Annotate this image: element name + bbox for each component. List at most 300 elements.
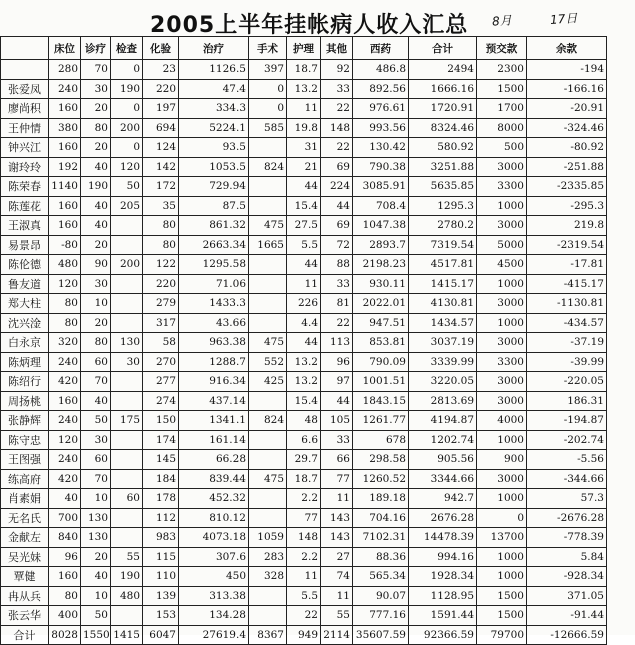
table-cell <box>249 313 287 333</box>
patient-name-cell: 陈莲花 <box>1 196 49 216</box>
col-header-deposit: 预交款 <box>477 37 527 60</box>
table-cell: -80.92 <box>527 138 607 158</box>
table-cell: 189.18 <box>353 489 409 509</box>
table-row <box>1 138 607 158</box>
table-cell <box>111 528 143 548</box>
table-cell: 704.16 <box>353 508 409 528</box>
table-cell: 27619.4 <box>179 625 249 645</box>
table-cell: 371.05 <box>527 586 607 606</box>
table-cell: 2780.2 <box>409 216 477 236</box>
table-cell: 5000 <box>477 235 527 255</box>
table-cell: 13.2 <box>287 372 321 392</box>
table-cell: 72 <box>321 235 353 255</box>
table-cell: -37.19 <box>527 333 607 353</box>
table-cell: 425 <box>249 372 287 392</box>
table-cell: 824 <box>249 157 287 177</box>
table-cell: 40 <box>81 567 111 587</box>
table-cell: 77 <box>321 469 353 489</box>
table-row <box>1 99 607 119</box>
table-cell: 130 <box>81 508 111 528</box>
table-row <box>1 469 607 489</box>
table-cell: 115 <box>143 547 179 567</box>
table-cell: 5.5 <box>287 586 321 606</box>
table-cell: 930.11 <box>353 274 409 294</box>
table-cell: 40 <box>81 157 111 177</box>
table-cell: -20.91 <box>527 99 607 119</box>
table-cell: -166.16 <box>527 79 607 99</box>
table-cell: 1126.5 <box>179 60 249 80</box>
table-cell: 313.38 <box>179 586 249 606</box>
table-cell: -194.87 <box>527 411 607 431</box>
table-cell: 2494 <box>409 60 477 80</box>
table-cell: 6.6 <box>287 430 321 450</box>
page-title: 2005上半年挂帐病人收入汇总 <box>150 13 469 38</box>
table-cell: 1128.95 <box>409 586 477 606</box>
table-cell: -2335.85 <box>527 177 607 197</box>
table-cell: 105 <box>321 411 353 431</box>
table-cell: 420 <box>49 372 81 392</box>
table-cell: 3000 <box>477 294 527 314</box>
table-cell: 1000 <box>477 430 527 450</box>
table-cell <box>111 606 143 626</box>
table-cell: 824 <box>249 411 287 431</box>
table-row <box>1 411 607 431</box>
table-cell: 2676.28 <box>409 508 477 528</box>
table-cell: 4500 <box>477 255 527 275</box>
table-cell: 18.7 <box>287 469 321 489</box>
table-row <box>1 157 607 177</box>
table-cell: 11 <box>287 567 321 587</box>
table-row <box>1 547 607 567</box>
table-cell: 70 <box>81 372 111 392</box>
table-cell: 452.32 <box>179 489 249 509</box>
col-header-treatment: 治疗 <box>179 37 249 60</box>
table-cell: 30 <box>81 430 111 450</box>
table-cell: 1928.34 <box>409 567 477 587</box>
table-cell: 44 <box>287 333 321 353</box>
table-cell: 44 <box>321 391 353 411</box>
table-cell: 983 <box>143 528 179 548</box>
table-cell: 486.8 <box>353 60 409 80</box>
table-cell: 120 <box>49 430 81 450</box>
table-row <box>1 450 607 470</box>
table-cell: 8367 <box>249 625 287 645</box>
table-cell: -80 <box>49 235 81 255</box>
table-cell: 1665 <box>249 235 287 255</box>
table-cell: 112 <box>143 508 179 528</box>
table-cell: 1000 <box>477 313 527 333</box>
table-cell: 892.56 <box>353 79 409 99</box>
table-cell <box>249 391 287 411</box>
patient-name-cell: 肖素娟 <box>1 489 49 509</box>
table-cell: 8028 <box>49 625 81 645</box>
table-cell: 1591.44 <box>409 606 477 626</box>
table-cell: 130 <box>81 528 111 548</box>
table-cell: 97 <box>321 372 353 392</box>
table-cell: 190 <box>111 79 143 99</box>
table-cell: 1550 <box>81 625 111 645</box>
table-cell: 1843.15 <box>353 391 409 411</box>
table-cell: 1000 <box>477 567 527 587</box>
table-cell <box>249 177 287 197</box>
table-cell: 853.81 <box>353 333 409 353</box>
table-cell <box>249 255 287 275</box>
table-cell: 5.84 <box>527 547 607 567</box>
table-cell: -39.99 <box>527 352 607 372</box>
table-cell: 113 <box>321 333 353 353</box>
table-cell: 186.31 <box>527 391 607 411</box>
table-row <box>1 79 607 99</box>
table-cell: 1000 <box>477 274 527 294</box>
table-cell: 3000 <box>477 157 527 177</box>
col-header-other: 其他 <box>321 37 353 60</box>
table-cell: 79700 <box>477 625 527 645</box>
table-cell: 178 <box>143 489 179 509</box>
table-cell: 22 <box>287 606 321 626</box>
table-body <box>1 60 607 645</box>
table-cell: 328 <box>249 567 287 587</box>
table-cell: 6047 <box>143 625 179 645</box>
table-cell: -202.74 <box>527 430 607 450</box>
table-cell: 3000 <box>477 391 527 411</box>
table-cell: 60 <box>81 450 111 470</box>
patient-name-cell: 廖尚积 <box>1 99 49 119</box>
patient-name-cell <box>1 60 49 80</box>
table-cell: 80 <box>143 216 179 236</box>
table-cell: 5.5 <box>287 235 321 255</box>
table-cell: 0 <box>111 60 143 80</box>
table-cell: 175 <box>111 411 143 431</box>
table-cell: 15.4 <box>287 391 321 411</box>
table-cell: 80 <box>49 586 81 606</box>
table-cell: -2676.28 <box>527 508 607 528</box>
table-cell: 678 <box>353 430 409 450</box>
table-cell: 77 <box>287 508 321 528</box>
table-cell: 219.8 <box>527 216 607 236</box>
table-cell: 1140 <box>49 177 81 197</box>
table-cell: 148 <box>287 528 321 548</box>
table-cell: 33 <box>321 274 353 294</box>
table-cell: 0 <box>111 99 143 119</box>
table-cell: 0 <box>477 508 527 528</box>
table-cell: 552 <box>249 352 287 372</box>
table-row <box>1 333 607 353</box>
table-cell: 565.34 <box>353 567 409 587</box>
table-row <box>1 60 607 80</box>
table-cell: 2.2 <box>287 547 321 567</box>
table-cell: 143 <box>321 508 353 528</box>
table-row <box>1 586 607 606</box>
table-cell: 150 <box>143 411 179 431</box>
patient-name-cell: 陈绍行 <box>1 372 49 392</box>
table-cell: 58 <box>143 333 179 353</box>
table-cell: 96 <box>49 547 81 567</box>
patient-name-cell: 张云华 <box>1 606 49 626</box>
table-row <box>1 196 607 216</box>
table-cell: 5224.1 <box>179 118 249 138</box>
table-cell <box>249 274 287 294</box>
table-cell: 172 <box>143 177 179 197</box>
table-cell: -434.57 <box>527 313 607 333</box>
table-cell: 900 <box>477 450 527 470</box>
table-cell: 80 <box>81 118 111 138</box>
table-cell: 994.16 <box>409 547 477 567</box>
table-cell: 143 <box>321 528 353 548</box>
table-cell: 4130.81 <box>409 294 477 314</box>
table-cell: 20 <box>81 547 111 567</box>
table-cell: 70 <box>81 469 111 489</box>
table-cell: 40 <box>49 489 81 509</box>
table-cell: 320 <box>49 333 81 353</box>
table-cell: 947.51 <box>353 313 409 333</box>
table-cell: 13.2 <box>287 79 321 99</box>
table-cell: 80 <box>49 313 81 333</box>
table-cell: 11 <box>287 274 321 294</box>
table-cell: 475 <box>249 333 287 353</box>
table-cell: 142 <box>143 157 179 177</box>
table-cell: 708.4 <box>353 196 409 216</box>
table-cell: 35 <box>143 196 179 216</box>
table-cell: 66 <box>321 450 353 470</box>
table-cell: 1295.58 <box>179 255 249 275</box>
table-cell: 4.4 <box>287 313 321 333</box>
col-header-lab: 化验 <box>143 37 179 60</box>
table-cell: 224 <box>321 177 353 197</box>
table-cell: -2319.54 <box>527 235 607 255</box>
table-cell: 2022.01 <box>353 294 409 314</box>
table-cell: 500 <box>477 138 527 158</box>
table-cell: 298.58 <box>353 450 409 470</box>
table-cell: 30 <box>81 274 111 294</box>
table-cell: 19.8 <box>287 118 321 138</box>
table-cell: 130 <box>111 333 143 353</box>
table-row <box>1 489 607 509</box>
col-header-western-medicine: 西药 <box>353 37 409 60</box>
table-cell: 200 <box>111 118 143 138</box>
table-cell: 11 <box>321 586 353 606</box>
table-cell: 2300 <box>477 60 527 80</box>
table-cell: -251.88 <box>527 157 607 177</box>
table-cell: 1500 <box>477 586 527 606</box>
header-row <box>1 37 607 60</box>
table-cell: 7102.31 <box>353 528 409 548</box>
table-cell: 10 <box>81 489 111 509</box>
table-cell: 1260.52 <box>353 469 409 489</box>
table-cell: -17.81 <box>527 255 607 275</box>
table-cell: 43.66 <box>179 313 249 333</box>
table-cell: 777.16 <box>353 606 409 626</box>
col-header-total: 合计 <box>409 37 477 60</box>
table-cell: 31 <box>287 138 321 158</box>
table-cell: 580.92 <box>409 138 477 158</box>
table-cell: 1288.7 <box>179 352 249 372</box>
table-cell: 200 <box>111 255 143 275</box>
table-cell: 585 <box>249 118 287 138</box>
table-cell: 160 <box>49 391 81 411</box>
table-cell: -415.17 <box>527 274 607 294</box>
table-cell: 2198.23 <box>353 255 409 275</box>
table-cell: 122 <box>143 255 179 275</box>
table-row <box>1 430 607 450</box>
table-cell: 11 <box>287 99 321 119</box>
table-cell: 1720.91 <box>409 99 477 119</box>
table-cell: 1700 <box>477 99 527 119</box>
table-cell: 3251.88 <box>409 157 477 177</box>
table-cell: 80 <box>81 333 111 353</box>
table-cell: 148 <box>321 118 353 138</box>
table-row <box>1 235 607 255</box>
table-cell: 29.7 <box>287 450 321 470</box>
table-cell: 205 <box>111 196 143 216</box>
table-cell: 153 <box>143 606 179 626</box>
table-cell: 1202.74 <box>409 430 477 450</box>
table-cell: 1047.38 <box>353 216 409 236</box>
table-cell: 839.44 <box>179 469 249 489</box>
table-cell <box>111 391 143 411</box>
patient-name-cell: 陈炳理 <box>1 352 49 372</box>
table-cell: 197 <box>143 99 179 119</box>
table-cell: 380 <box>49 118 81 138</box>
table-cell: 3000 <box>477 333 527 353</box>
table-cell: 0 <box>111 138 143 158</box>
table-cell: 1666.16 <box>409 79 477 99</box>
table-cell: 27.5 <box>287 216 321 236</box>
table-cell: 4000 <box>477 411 527 431</box>
table-cell: 3300 <box>477 352 527 372</box>
table-cell: 120 <box>49 274 81 294</box>
table-cell: 1001.51 <box>353 372 409 392</box>
table-cell: 60 <box>111 489 143 509</box>
table-cell: 74 <box>321 567 353 587</box>
table-cell: -295.3 <box>527 196 607 216</box>
table-cell: 21 <box>287 157 321 177</box>
table-row <box>1 508 607 528</box>
table-cell: 33 <box>321 430 353 450</box>
table-cell: 44 <box>287 255 321 275</box>
patient-name-cell: 王图强 <box>1 450 49 470</box>
table-cell: 1000 <box>477 489 527 509</box>
patient-name-cell: 王淑真 <box>1 216 49 236</box>
table-cell: 44 <box>321 196 353 216</box>
table-cell: 96 <box>321 352 353 372</box>
table-cell: 55 <box>321 606 353 626</box>
table-cell: 1053.5 <box>179 157 249 177</box>
table-row <box>1 391 607 411</box>
table-cell: 5635.85 <box>409 177 477 197</box>
table-cell: 22 <box>321 99 353 119</box>
table-cell: 47.4 <box>179 79 249 99</box>
table-cell: 88 <box>321 255 353 275</box>
table-cell <box>249 430 287 450</box>
table-cell <box>111 235 143 255</box>
table-cell: 87.5 <box>179 196 249 216</box>
table-cell: -344.66 <box>527 469 607 489</box>
table-cell <box>249 294 287 314</box>
table-cell <box>249 196 287 216</box>
table-cell: 160 <box>49 567 81 587</box>
table-cell: 160 <box>49 196 81 216</box>
table-cell: 220 <box>143 274 179 294</box>
patient-name-cell: 陈伦德 <box>1 255 49 275</box>
table-cell: -324.46 <box>527 118 607 138</box>
patient-name-cell: 郑大柱 <box>1 294 49 314</box>
col-header-exam: 检查 <box>111 37 143 60</box>
table-cell: 80 <box>49 294 81 314</box>
table-cell: 20 <box>81 99 111 119</box>
patient-name-cell: 陈荣春 <box>1 177 49 197</box>
table-cell: 1500 <box>477 79 527 99</box>
table-cell: 11 <box>321 489 353 509</box>
patient-name-cell: 王仲情 <box>1 118 49 138</box>
table-row <box>1 255 607 275</box>
table-cell: 400 <box>49 606 81 626</box>
table-cell: 120 <box>111 157 143 177</box>
table-cell: 790.09 <box>353 352 409 372</box>
table-cell: 15.4 <box>287 196 321 216</box>
patient-name-cell: 金献左 <box>1 528 49 548</box>
table-cell: 90.07 <box>353 586 409 606</box>
handwritten-note: 17日 <box>549 11 578 27</box>
patient-name-cell: 覃健 <box>1 567 49 587</box>
patient-name-cell: 张爱凤 <box>1 79 49 99</box>
table-cell: 55 <box>111 547 143 567</box>
col-header-bed: 床位 <box>49 37 81 60</box>
table-cell: -778.39 <box>527 528 607 548</box>
table-cell: 69 <box>321 157 353 177</box>
table-cell: 2813.69 <box>409 391 477 411</box>
table-cell: 10 <box>81 294 111 314</box>
table-row <box>1 177 607 197</box>
table-cell: 1500 <box>477 606 527 626</box>
table-cell: 71.06 <box>179 274 249 294</box>
table-cell: 161.14 <box>179 430 249 450</box>
table-cell: 3344.66 <box>409 469 477 489</box>
patient-name-cell: 周扬桃 <box>1 391 49 411</box>
table-cell: 2893.7 <box>353 235 409 255</box>
table-cell: 110 <box>143 567 179 587</box>
table-cell: 240 <box>49 411 81 431</box>
col-header-name <box>1 37 49 60</box>
table-cell: 1434.57 <box>409 313 477 333</box>
table-cell <box>249 586 287 606</box>
table-cell: 40 <box>81 391 111 411</box>
table-cell: 949 <box>287 625 321 645</box>
table-cell: 694 <box>143 118 179 138</box>
table-cell: 80 <box>143 235 179 255</box>
table-cell: 1433.3 <box>179 294 249 314</box>
table-cell <box>249 450 287 470</box>
col-header-surgery: 手术 <box>249 37 287 60</box>
table-cell: 240 <box>49 352 81 372</box>
table-cell: 92366.59 <box>409 625 477 645</box>
table-cell: 2.2 <box>287 489 321 509</box>
table-cell <box>111 372 143 392</box>
patient-name-cell: 无名氏 <box>1 508 49 528</box>
table-cell: 480 <box>49 255 81 275</box>
table-cell: 20 <box>81 235 111 255</box>
col-header-balance: 余款 <box>527 37 607 60</box>
table-cell: 861.32 <box>179 216 249 236</box>
table-cell: 10 <box>81 586 111 606</box>
table-row <box>1 274 607 294</box>
table-cell: 13700 <box>477 528 527 548</box>
table-cell: 20 <box>81 313 111 333</box>
table-cell: 23 <box>143 60 179 80</box>
table-cell: 160 <box>49 99 81 119</box>
table-cell: 810.12 <box>179 508 249 528</box>
table-row <box>1 528 607 548</box>
table-cell: 139 <box>143 586 179 606</box>
